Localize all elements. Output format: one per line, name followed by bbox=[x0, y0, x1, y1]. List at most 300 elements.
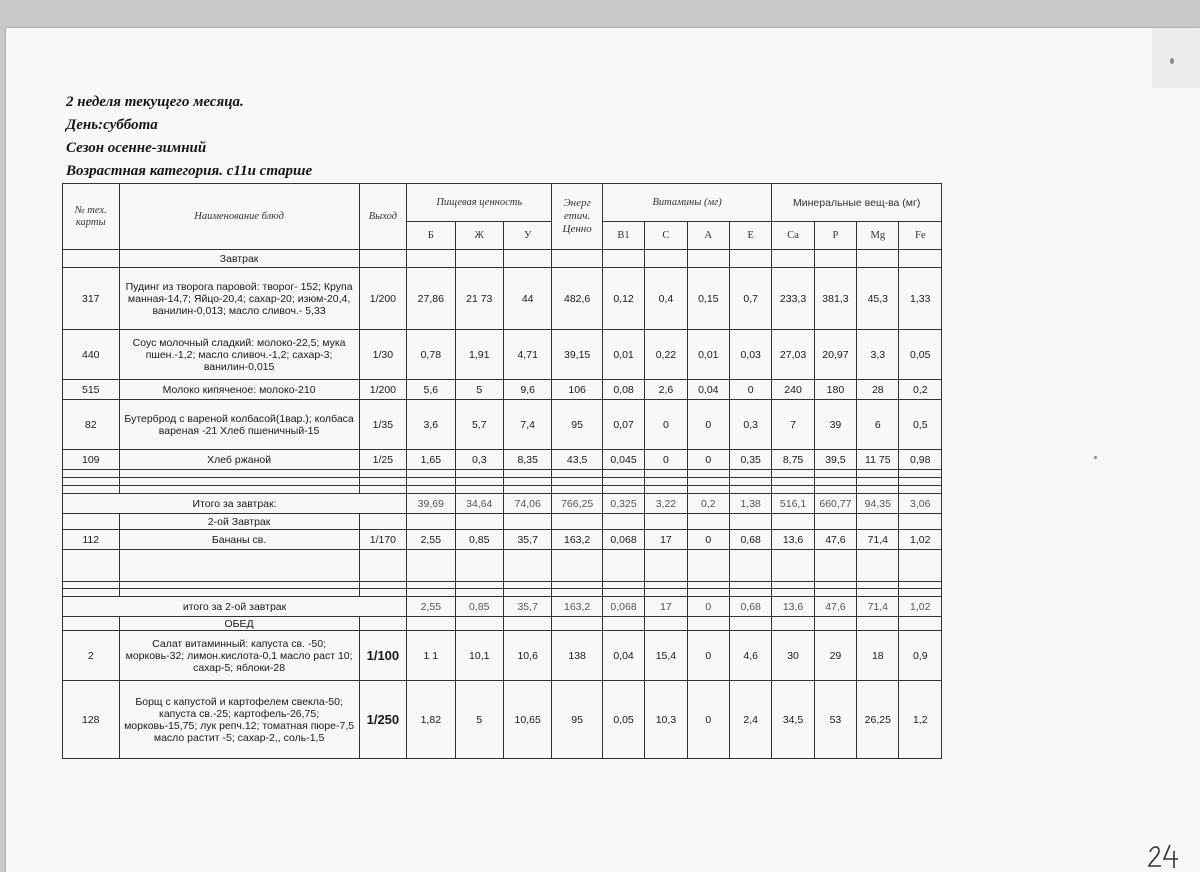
nutrient-value: 29 bbox=[814, 631, 856, 681]
empty-cell bbox=[772, 514, 814, 530]
nutrient-value: 9,6 bbox=[503, 380, 551, 400]
nutrient-value: 53 bbox=[814, 681, 856, 759]
col-a-header: A bbox=[687, 222, 729, 250]
nutrient-value: 2,55 bbox=[407, 530, 455, 550]
dish-row bbox=[63, 631, 942, 681]
total-value: 0 bbox=[687, 597, 729, 617]
empty-cell bbox=[687, 589, 729, 597]
total-value: 660,77 bbox=[814, 494, 856, 514]
nutrient-value: 0,15 bbox=[687, 268, 729, 330]
nutrient-value: 0,05 bbox=[899, 330, 942, 380]
empty-cell bbox=[407, 550, 455, 582]
paper-tape bbox=[1152, 28, 1200, 88]
empty-row bbox=[63, 582, 942, 589]
nutrient-value: 0,7 bbox=[729, 268, 771, 330]
total-value: 74,06 bbox=[503, 494, 551, 514]
empty-cell bbox=[63, 486, 120, 494]
nutrient-value: 0,01 bbox=[602, 330, 644, 380]
empty-cell bbox=[503, 514, 551, 530]
nutrient-value: 0,35 bbox=[729, 450, 771, 470]
col-carb-header: У bbox=[503, 222, 551, 250]
empty-cell bbox=[119, 478, 359, 486]
empty-cell bbox=[503, 250, 551, 268]
col-food-value-header: Пищевая ценность bbox=[407, 184, 552, 222]
total-row bbox=[63, 597, 942, 617]
empty-cell bbox=[814, 478, 856, 486]
nutrient-value: 6 bbox=[857, 400, 899, 450]
nutrient-value: 5,7 bbox=[455, 400, 503, 450]
col-card-header: № тех. карты bbox=[63, 184, 120, 250]
nutrient-value: 0,98 bbox=[899, 450, 942, 470]
dish-name: Хлеб ржаной bbox=[119, 450, 359, 470]
empty-cell bbox=[455, 478, 503, 486]
col-minerals-header: Минеральные вещ-ва (мг) bbox=[772, 184, 942, 222]
card-number: 112 bbox=[63, 530, 120, 550]
total-value: 39,69 bbox=[407, 494, 455, 514]
nutrient-value: 0,045 bbox=[602, 450, 644, 470]
empty-cell bbox=[772, 486, 814, 494]
empty-row bbox=[63, 589, 942, 597]
menu-table bbox=[62, 183, 942, 759]
nutrient-value: 240 bbox=[772, 380, 814, 400]
empty-cell bbox=[63, 582, 120, 589]
total-value: 0,325 bbox=[602, 494, 644, 514]
nutrient-value: 0,78 bbox=[407, 330, 455, 380]
nutrient-value: 1,65 bbox=[407, 450, 455, 470]
empty-cell bbox=[899, 486, 942, 494]
nutrient-value: 106 bbox=[552, 380, 602, 400]
col-p-header: P bbox=[814, 222, 856, 250]
card-number: 2 bbox=[63, 631, 120, 681]
total-value: 1,02 bbox=[899, 597, 942, 617]
nutrient-value: 0,068 bbox=[602, 530, 644, 550]
empty-cell bbox=[772, 582, 814, 589]
section-title: 2-ой Завтрак bbox=[119, 514, 359, 530]
dish-row bbox=[63, 530, 942, 550]
nutrient-value: 5 bbox=[455, 681, 503, 759]
empty-cell bbox=[687, 514, 729, 530]
nutrient-value: 0 bbox=[687, 681, 729, 759]
empty-cell bbox=[602, 470, 644, 478]
empty-cell bbox=[503, 589, 551, 597]
empty-cell bbox=[407, 582, 455, 589]
empty-cell bbox=[503, 550, 551, 582]
nutrient-value: 39 bbox=[814, 400, 856, 450]
section-row bbox=[63, 250, 942, 268]
col-ca-header: Ca bbox=[772, 222, 814, 250]
empty-cell bbox=[729, 617, 771, 631]
total-value: 35,7 bbox=[503, 597, 551, 617]
empty-cell bbox=[772, 589, 814, 597]
empty-cell bbox=[814, 486, 856, 494]
empty-cell bbox=[857, 470, 899, 478]
empty-cell bbox=[645, 486, 687, 494]
page-number-handwritten bbox=[1146, 842, 1186, 868]
empty-cell bbox=[729, 582, 771, 589]
empty-cell bbox=[119, 470, 359, 478]
nutrient-value: 18 bbox=[857, 631, 899, 681]
empty-cell bbox=[552, 617, 602, 631]
empty-cell bbox=[455, 589, 503, 597]
empty-cell bbox=[455, 514, 503, 530]
total-value: 3,22 bbox=[645, 494, 687, 514]
nutrient-value: 13,6 bbox=[772, 530, 814, 550]
nutrient-value: 43,5 bbox=[552, 450, 602, 470]
nutrient-value: 10,65 bbox=[503, 681, 551, 759]
nutrient-value: 39,5 bbox=[814, 450, 856, 470]
scan-speck bbox=[1170, 58, 1174, 64]
nutrient-value: 8,75 bbox=[772, 450, 814, 470]
portion-value: 1/200 bbox=[359, 268, 406, 330]
portion-value: 1/100 bbox=[359, 631, 406, 681]
day-heading: День:суббота bbox=[66, 117, 158, 133]
nutrient-value: 0,04 bbox=[687, 380, 729, 400]
empty-cell bbox=[359, 470, 406, 478]
empty-cell bbox=[857, 582, 899, 589]
empty-cell bbox=[645, 550, 687, 582]
nutrient-value: 10,6 bbox=[503, 631, 551, 681]
section-left-cell bbox=[63, 617, 120, 631]
empty-cell bbox=[602, 550, 644, 582]
empty-row bbox=[63, 486, 942, 494]
empty-cell bbox=[899, 582, 942, 589]
empty-cell bbox=[899, 550, 942, 582]
nutrient-value: 0,3 bbox=[455, 450, 503, 470]
nutrient-value: 21 73 bbox=[455, 268, 503, 330]
empty-cell bbox=[359, 514, 406, 530]
nutrient-value: 1,33 bbox=[899, 268, 942, 330]
total-value: 0,068 bbox=[602, 597, 644, 617]
empty-cell bbox=[455, 550, 503, 582]
empty-cell bbox=[645, 582, 687, 589]
nutrient-value: 0,01 bbox=[687, 330, 729, 380]
col-b1-header: B1 bbox=[602, 222, 644, 250]
nutrient-value: 95 bbox=[552, 400, 602, 450]
empty-cell bbox=[552, 582, 602, 589]
total-value: 1,38 bbox=[729, 494, 771, 514]
nutrient-value: 26,25 bbox=[857, 681, 899, 759]
empty-cell bbox=[687, 582, 729, 589]
empty-cell bbox=[407, 478, 455, 486]
empty-cell bbox=[899, 589, 942, 597]
nutrient-value: 71,4 bbox=[857, 530, 899, 550]
nutrient-value: 0,85 bbox=[455, 530, 503, 550]
nutrient-value: 34,5 bbox=[772, 681, 814, 759]
nutrient-value: 0 bbox=[687, 631, 729, 681]
total-value: 0,2 bbox=[687, 494, 729, 514]
empty-cell bbox=[899, 617, 942, 631]
empty-cell bbox=[687, 470, 729, 478]
dish-row bbox=[63, 400, 942, 450]
dish-name: Бананы св. bbox=[119, 530, 359, 550]
total-value: 516,1 bbox=[772, 494, 814, 514]
nutrient-value: 0,07 bbox=[602, 400, 644, 450]
empty-cell bbox=[687, 486, 729, 494]
nutrient-value: 482,6 bbox=[552, 268, 602, 330]
nutrient-value: 3,6 bbox=[407, 400, 455, 450]
nutrient-value: 17 bbox=[645, 530, 687, 550]
empty-cell bbox=[552, 550, 602, 582]
nutrient-value: 0,68 bbox=[729, 530, 771, 550]
col-mg-header: Mg bbox=[857, 222, 899, 250]
section-left-cell bbox=[63, 514, 120, 530]
empty-cell bbox=[359, 550, 406, 582]
nutrient-value: 30 bbox=[772, 631, 814, 681]
nutrient-value: 1,91 bbox=[455, 330, 503, 380]
nutrient-value: 0,03 bbox=[729, 330, 771, 380]
empty-cell bbox=[645, 478, 687, 486]
empty-cell bbox=[729, 250, 771, 268]
empty-cell bbox=[359, 589, 406, 597]
empty-cell bbox=[814, 514, 856, 530]
empty-cell bbox=[857, 617, 899, 631]
dish-name: Борщ с капустой и картофелем свекла-50; капуста св.-25; картофель-26,75; морковь-15,75; лук репч.12; томатная пюре-7,5 масло растит -5; сахар-2,, соль-1,5 bbox=[119, 681, 359, 759]
empty-cell bbox=[63, 589, 120, 597]
total-value: 163,2 bbox=[552, 597, 602, 617]
age-heading: Возрастная категория. с11и старше bbox=[66, 163, 313, 179]
nutrient-value: 11 75 bbox=[857, 450, 899, 470]
empty-cell bbox=[814, 617, 856, 631]
empty-cell bbox=[857, 550, 899, 582]
nutrient-value: 0,5 bbox=[899, 400, 942, 450]
empty-cell bbox=[602, 582, 644, 589]
empty-row bbox=[63, 470, 942, 478]
nutrient-value: 0,04 bbox=[602, 631, 644, 681]
nutrient-value: 1,82 bbox=[407, 681, 455, 759]
empty-cell bbox=[503, 582, 551, 589]
empty-cell bbox=[857, 250, 899, 268]
empty-cell bbox=[359, 250, 406, 268]
col-energy-header: Энерг етич. Ценно bbox=[552, 184, 602, 250]
empty-cell bbox=[455, 486, 503, 494]
nutrient-value: 27,03 bbox=[772, 330, 814, 380]
empty-cell bbox=[729, 478, 771, 486]
nutrient-value: 0,22 bbox=[645, 330, 687, 380]
empty-row bbox=[63, 550, 942, 582]
empty-cell bbox=[552, 250, 602, 268]
empty-cell bbox=[602, 617, 644, 631]
section-left-cell bbox=[63, 250, 120, 268]
nutrient-value: 0 bbox=[687, 530, 729, 550]
total-label: Итого за завтрак: bbox=[63, 494, 407, 514]
empty-cell bbox=[857, 589, 899, 597]
nutrient-value: 3,3 bbox=[857, 330, 899, 380]
empty-cell bbox=[602, 514, 644, 530]
nutrient-value: 0 bbox=[645, 450, 687, 470]
empty-cell bbox=[814, 589, 856, 597]
portion-value: 1/35 bbox=[359, 400, 406, 450]
nutrient-value: 0,12 bbox=[602, 268, 644, 330]
empty-cell bbox=[645, 617, 687, 631]
dish-row bbox=[63, 681, 942, 759]
card-number: 317 bbox=[63, 268, 120, 330]
col-c-header: C bbox=[645, 222, 687, 250]
empty-cell bbox=[503, 486, 551, 494]
nutrient-value: 0 bbox=[645, 400, 687, 450]
empty-cell bbox=[729, 470, 771, 478]
empty-cell bbox=[602, 250, 644, 268]
empty-cell bbox=[359, 478, 406, 486]
nutrient-value: 0 bbox=[729, 380, 771, 400]
empty-cell bbox=[772, 617, 814, 631]
total-value: 47,6 bbox=[814, 597, 856, 617]
col-e-header: E bbox=[729, 222, 771, 250]
col-portion-header: Выход bbox=[359, 184, 406, 250]
col-fe-header: Fe bbox=[899, 222, 942, 250]
nutrient-value: 44 bbox=[503, 268, 551, 330]
empty-cell bbox=[455, 582, 503, 589]
empty-cell bbox=[772, 470, 814, 478]
empty-cell bbox=[772, 250, 814, 268]
total-value: 2,55 bbox=[407, 597, 455, 617]
card-number: 82 bbox=[63, 400, 120, 450]
nutrient-value: 163,2 bbox=[552, 530, 602, 550]
empty-cell bbox=[407, 486, 455, 494]
empty-cell bbox=[359, 582, 406, 589]
empty-cell bbox=[645, 250, 687, 268]
nutrient-value: 7,4 bbox=[503, 400, 551, 450]
dish-name: Бутерброд с вареной колбасой(1вар.); колбаса вареная -21 Хлеб пшеничный-15 bbox=[119, 400, 359, 450]
total-value: 34,64 bbox=[455, 494, 503, 514]
empty-cell bbox=[455, 617, 503, 631]
col-fat-header: Ж bbox=[455, 222, 503, 250]
empty-cell bbox=[772, 478, 814, 486]
nutrient-value: 35,7 bbox=[503, 530, 551, 550]
total-value: 0,68 bbox=[729, 597, 771, 617]
section-title: ОБЕД bbox=[119, 617, 359, 631]
empty-cell bbox=[455, 470, 503, 478]
nutrient-value: 0,9 bbox=[899, 631, 942, 681]
total-value: 0,85 bbox=[455, 597, 503, 617]
nutrient-value: 28 bbox=[857, 380, 899, 400]
nutrient-value: 138 bbox=[552, 631, 602, 681]
col-dish-header: Наименование блюд bbox=[119, 184, 359, 250]
card-number: 440 bbox=[63, 330, 120, 380]
total-value: 71,4 bbox=[857, 597, 899, 617]
nutrient-value: 0,4 bbox=[645, 268, 687, 330]
nutrient-value: 0 bbox=[687, 400, 729, 450]
empty-cell bbox=[899, 478, 942, 486]
card-number: 128 bbox=[63, 681, 120, 759]
nutrient-value: 15,4 bbox=[645, 631, 687, 681]
portion-value: 1/200 bbox=[359, 380, 406, 400]
empty-cell bbox=[63, 470, 120, 478]
nutrient-value: 0 bbox=[687, 450, 729, 470]
empty-cell bbox=[602, 589, 644, 597]
nutrient-value: 1,2 bbox=[899, 681, 942, 759]
empty-row bbox=[63, 478, 942, 486]
dish-row bbox=[63, 450, 942, 470]
nutrient-value: 0,2 bbox=[899, 380, 942, 400]
col-protein-header: Б bbox=[407, 222, 455, 250]
empty-cell bbox=[407, 250, 455, 268]
empty-cell bbox=[552, 486, 602, 494]
total-value: 13,6 bbox=[772, 597, 814, 617]
total-row bbox=[63, 494, 942, 514]
empty-cell bbox=[119, 486, 359, 494]
empty-cell bbox=[814, 550, 856, 582]
nutrient-value: 2,6 bbox=[645, 380, 687, 400]
week-heading: 2 неделя текущего месяца. bbox=[66, 94, 244, 110]
nutrient-value: 381,3 bbox=[814, 268, 856, 330]
total-value: 766,25 bbox=[552, 494, 602, 514]
scan-speck bbox=[1094, 456, 1097, 459]
empty-cell bbox=[119, 550, 359, 582]
header-row bbox=[63, 184, 942, 222]
empty-cell bbox=[503, 470, 551, 478]
empty-cell bbox=[602, 486, 644, 494]
nutrient-value: 233,3 bbox=[772, 268, 814, 330]
dish-row bbox=[63, 380, 942, 400]
nutrient-value: 27,86 bbox=[407, 268, 455, 330]
total-label: итого за 2-ой завтрак bbox=[63, 597, 407, 617]
card-number: 109 bbox=[63, 450, 120, 470]
portion-value: 1/25 bbox=[359, 450, 406, 470]
empty-cell bbox=[772, 550, 814, 582]
nutrient-value: 45,3 bbox=[857, 268, 899, 330]
empty-cell bbox=[687, 478, 729, 486]
empty-cell bbox=[814, 470, 856, 478]
nutrient-value: 2,4 bbox=[729, 681, 771, 759]
empty-cell bbox=[857, 478, 899, 486]
empty-cell bbox=[602, 478, 644, 486]
season-heading: Сезон осенне-зимний bbox=[66, 140, 207, 156]
nutrient-value: 47,6 bbox=[814, 530, 856, 550]
nutrient-value: 39,15 bbox=[552, 330, 602, 380]
portion-value: 1/30 bbox=[359, 330, 406, 380]
empty-cell bbox=[119, 582, 359, 589]
portion-value: 1/250 bbox=[359, 681, 406, 759]
empty-cell bbox=[645, 514, 687, 530]
empty-cell bbox=[814, 582, 856, 589]
empty-cell bbox=[455, 250, 503, 268]
empty-cell bbox=[899, 514, 942, 530]
empty-cell bbox=[899, 250, 942, 268]
empty-cell bbox=[407, 589, 455, 597]
empty-cell bbox=[503, 617, 551, 631]
dish-row bbox=[63, 330, 942, 380]
empty-cell bbox=[407, 617, 455, 631]
empty-cell bbox=[645, 470, 687, 478]
section-title: Завтрак bbox=[119, 250, 359, 268]
empty-cell bbox=[687, 617, 729, 631]
empty-cell bbox=[359, 486, 406, 494]
nutrient-value: 8,35 bbox=[503, 450, 551, 470]
empty-cell bbox=[552, 478, 602, 486]
nutrient-value: 1 1 bbox=[407, 631, 455, 681]
nutrient-value: 20,97 bbox=[814, 330, 856, 380]
empty-cell bbox=[552, 470, 602, 478]
empty-cell bbox=[729, 514, 771, 530]
empty-cell bbox=[857, 514, 899, 530]
empty-cell bbox=[729, 589, 771, 597]
empty-cell bbox=[503, 478, 551, 486]
dish-name: Молоко кипяченое: молоко-210 bbox=[119, 380, 359, 400]
dish-name: Салат витаминный: капуста св. -50; морковь-32; лимон.кислота-0,1 масло раст 10; сахар-5; яблоки-28 bbox=[119, 631, 359, 681]
empty-cell bbox=[814, 250, 856, 268]
portion-value: 1/170 bbox=[359, 530, 406, 550]
nutrient-value: 5,6 bbox=[407, 380, 455, 400]
empty-cell bbox=[857, 486, 899, 494]
nutrient-value: 10,3 bbox=[645, 681, 687, 759]
section-row bbox=[63, 617, 942, 631]
empty-cell bbox=[729, 550, 771, 582]
dish-row bbox=[63, 268, 942, 330]
empty-cell bbox=[552, 514, 602, 530]
empty-cell bbox=[729, 486, 771, 494]
dish-name: Пудинг из творога паровой: творог- 152; Крупа манная-14,7; Яйцо-20,4; сахар-20; изюм-20,4, ванилин-0,013; масло сливоч.- 5,33 bbox=[119, 268, 359, 330]
nutrient-value: 0,3 bbox=[729, 400, 771, 450]
